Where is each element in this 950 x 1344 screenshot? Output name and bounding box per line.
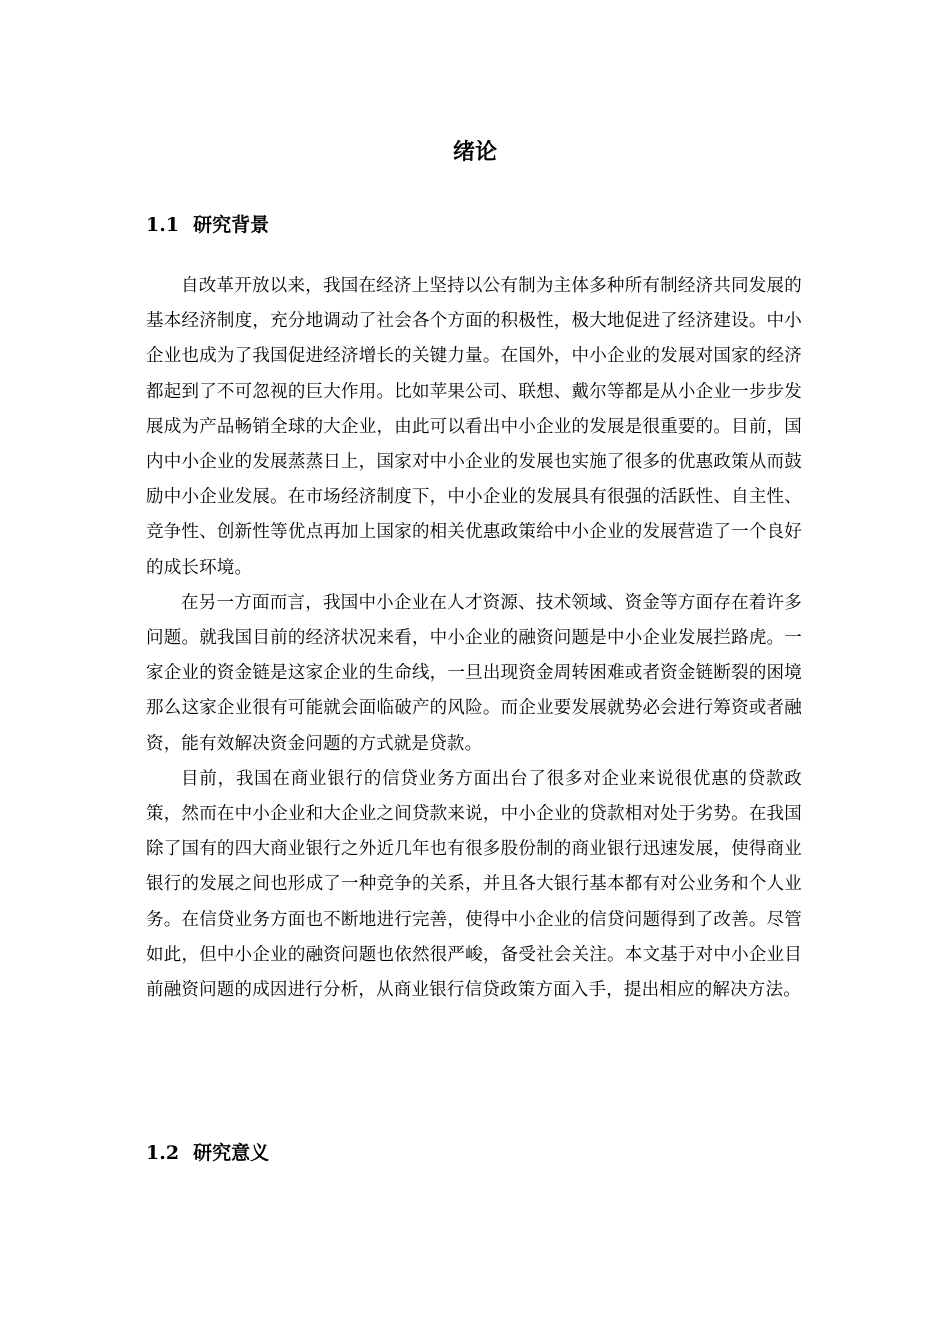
section-title: 研究意义	[193, 1142, 270, 1164]
chapter-title: 绪论	[452, 139, 497, 165]
paragraph: 在另一方面而言，我国中小企业在人才资源、技术领域、资金等方面存在着许多问题。就我国目前的经济状况来看，中小企业的融资问题是中小企业发展拦路虎。一家企业的资金链是这家企业的生命线，一旦出现资金周转困难或者资金链断裂的困境那么这家企业很有可能就会面临破产的风险。而企业要发展就势必会进行筹资或者融资，能有效解决资金问题的方式就是贷款。	[146, 592, 802, 754]
paragraph: 目前，我国在商业银行的信贷业务方面出台了很多对企业来说很优惠的贷款政策，然而在中小企业和大企业之间贷款来说，中小企业的贷款相对处于劣势。在我国除了国有的四大商业银行之外近几年也有很多股份制的商业银行迅速发展，使得商业银行的发展之间也形成了一种竞争的关系，并且各大银行基本都有对公业务和个人业务。在信贷业务方面也不断地进行完善，使得中小企业的信贷问题得到了改善。尽管如此，但中小企业的融资问题也依然很严峻，备受社会关注。本文基于对中小企业目前融资问题的成因进行分析，从商业银行信贷政策方面入手，提出相应的解决方法。	[146, 768, 802, 1001]
section-heading-significance	[146, 1139, 269, 1167]
paragraph: 自改革开放以来，我国在经济上坚持以公有制为主体多种所有制经济共同发展的基本经济制度，充分地调动了社会各个方面的积极性，极大地促进了经济建设。中小企业也成为了我国促进经济增长的关键力量。在国外，中小企业的发展对国家的经济都起到了不可忽视的巨大作用。比如苹果公司、联想、戴尔等都是从小企业一步步发展成为产品畅销全球的大企业，由此可以看出中小企业的发展是很重要的。目前，国内中小企业的发展蒸蒸日上，国家对中小企业的发展也实施了很多的优惠政策从而鼓励中小企业发展。在市场经济制度下，中小企业的发展具有很强的活跃性、自主性、竞争性、创新性等优点再加上国家的相关优惠政策给中小企业的发展营造了一个良好的成长环境。	[146, 276, 802, 578]
section-number: 1.1	[146, 214, 180, 236]
section-title: 研究背景	[193, 214, 270, 236]
section-number: 1.2	[146, 1142, 180, 1164]
section-body-background	[146, 269, 802, 1008]
section-heading-background	[146, 211, 269, 239]
